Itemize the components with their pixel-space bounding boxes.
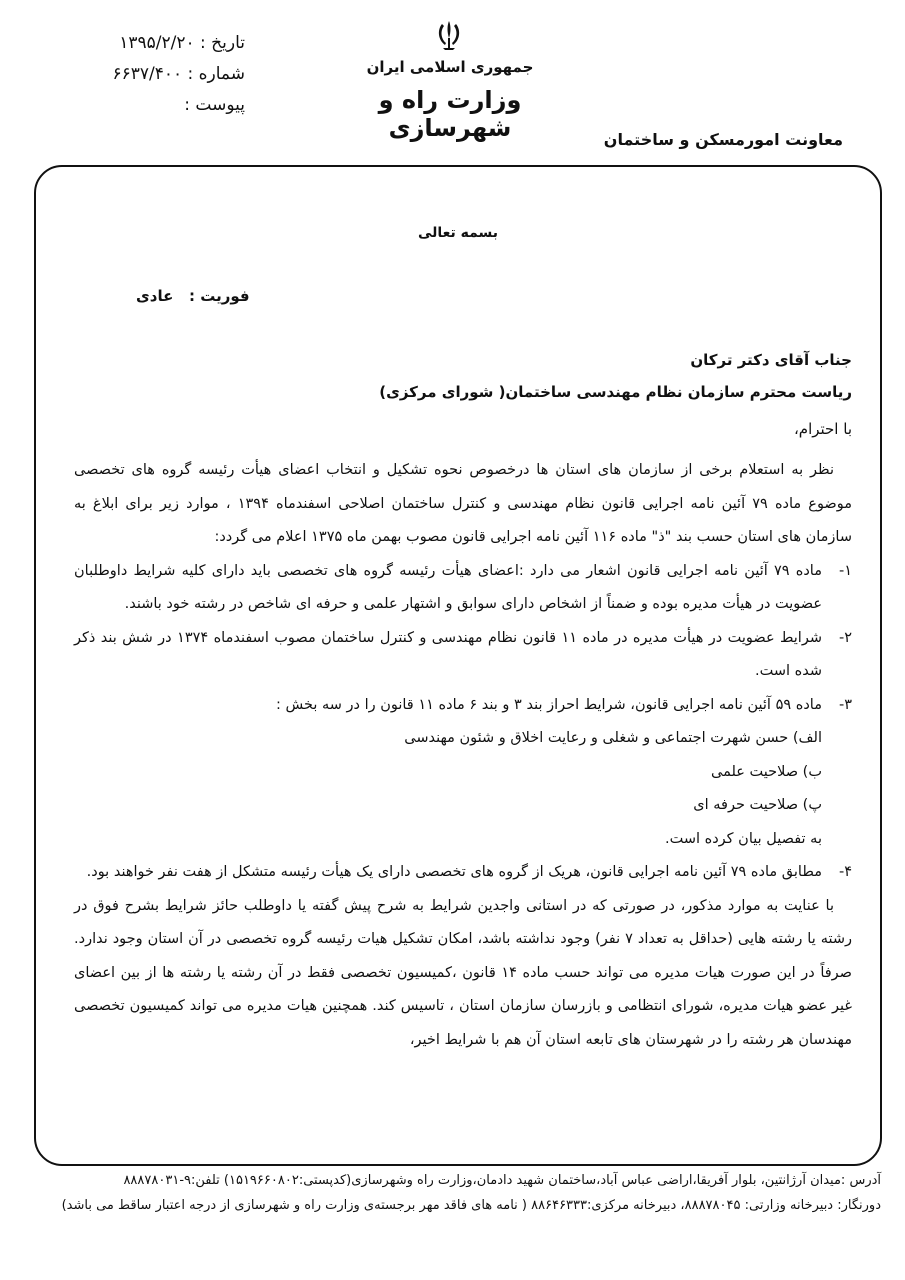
list-item-text: ماده ۷۹ آئین نامه اجرایی قانون اشعار می دارد :اعضای هیأت رئیسه گروه های تخصصی باید دارای کلیه شرایط داوطلبان عضویت در هیأت مدیره بوده و ضمناً از اشخاص دارای سوابق و اشتهار علمی و حرفه ای شاخص در رشته خود باشند. bbox=[74, 562, 822, 612]
urgency bbox=[136, 287, 250, 305]
sub-item: ب) صلاحیت علمی bbox=[711, 763, 822, 780]
list-item bbox=[74, 689, 852, 723]
letter-meta bbox=[45, 28, 245, 121]
sub-item: پ) صلاحیت حرفه ای bbox=[693, 797, 822, 813]
list-item-number: ۲- bbox=[838, 629, 852, 646]
greeting: با احترام، bbox=[793, 420, 852, 438]
number-line bbox=[45, 59, 245, 90]
footer-address: آدرس :میدان آرژانتین، بلوار آفریقا،اراضی عباس آباد،ساختمان شهید دادمان،وزارت راه وشهرسازی(کدپستی:۱۵۱۹۶۶۰۸۰۲) تلفن:۹-۸۸۸۷۸۰۳۱ bbox=[123, 1173, 881, 1188]
number-label: شماره : bbox=[187, 64, 245, 84]
list-item-number: ۳- bbox=[838, 696, 852, 713]
urgency-label: فوریت : bbox=[189, 287, 250, 305]
attachment-label: پیوست : bbox=[184, 95, 245, 115]
date-value: ۱۳۹۵/۲/۲۰ bbox=[119, 33, 195, 53]
recipient-name: جناب آقای دکتر ترکان bbox=[690, 351, 852, 369]
list-item bbox=[74, 555, 852, 622]
list-item-text: مطابق ماده ۷۹ آئین نامه اجرایی قانون، هریک از گروه های تخصصی دارای یک هیأت رئیسه متشکل از هفت نفر خواهند بود. bbox=[86, 864, 822, 880]
letter-frame bbox=[34, 165, 882, 1166]
list-item-text: ماده ۵۹ آئین نامه اجرایی قانون، شرایط احراز بند ۳ و بند ۶ ماده ۱۱ قانون را در سه بخش : bbox=[275, 696, 822, 713]
deputy-title: معاونت امورمسکن و ساختمان bbox=[603, 130, 843, 149]
recipient-block bbox=[379, 344, 852, 408]
sub-item: به تفصیل بیان کرده است. bbox=[664, 830, 822, 847]
intro-paragraph: نظر به استعلام برخی از سازمان های استان ها درخصوص نحوه تشکیل و انتخاب اعضای هیأت رئیسه گروه های تخصصی موضوع ماده ۷۹ آئین نامه اجرایی قانون نظام مهندسی و کنترل ساختمان اصلاحی اسفندماه ۱۳۹۴ ، موارد زیر برای ابلاغ به سازمان های استان حسب بند "ذ" ماده ۱۱۶ آئین نامه اجرایی قانون مصوب بهمن ماه ۱۳۷۵ اعلام می گردد: bbox=[74, 462, 853, 545]
letter-body bbox=[74, 454, 852, 1057]
sub-item: الف) حسن شهرت اجتماعی و شغلی و رعایت اخلاق و شئون مهندسی bbox=[404, 730, 822, 746]
number-value: ۶۶۳۷/۴۰۰ bbox=[112, 64, 183, 84]
date-label: تاریخ : bbox=[200, 33, 245, 53]
iran-emblem-icon bbox=[432, 18, 466, 52]
list-item-number: ۱- bbox=[838, 562, 852, 579]
recipient-title: ریاست محترم سازمان نظام مهندسی ساختمان( شورای مرکزی) bbox=[379, 383, 852, 401]
list-item bbox=[74, 856, 852, 890]
bismillah: بسمه تعالی bbox=[417, 225, 499, 241]
urgency-value: عادی bbox=[136, 287, 174, 305]
list-item-text: شرایط عضویت در هیأت مدیره در ماده ۱۱ قانون نظام مهندسی و کنترل ساختمان مصوب اسفندماه ۱۳۷۴ در شش بند ذکر شده است. bbox=[74, 629, 822, 679]
republic-title: جمهوری اسلامی ایران bbox=[366, 58, 534, 76]
attachment-line bbox=[45, 90, 245, 121]
list-item bbox=[74, 622, 852, 689]
date-line bbox=[45, 28, 245, 59]
ministry-title: وزارت راه و شهرسازی bbox=[378, 86, 522, 142]
footer-fax: دورنگار: دبیرخانه وزارتی: ۸۸۸۷۸۰۴۵، دبیرخانه مرکزی:۸۸۶۴۶۳۳۳ ( نامه های فاقد مهر برجسته‌ی وزارت راه و شهرسازی از درجه اعتبار ساقط می باشد) bbox=[61, 1198, 881, 1213]
closing-paragraph: با عنایت به موارد مذکور، در صورتی که در استانی واجدین شرایط به شرح پیش گفته یا داوطلب حائز شرایط بشرح فوق در رشته یا رشته هایی (حداقل به تعداد ۷ نفر) وجود نداشته باشد، امکان تشکیل هیات رئیسه گروه تخصصی در آن استان وجود ندارد. صرفاً در این صورت هیات مدیره می تواند حسب ماده ۱۴ قانون ،کمیسیون تخصصی فقط در آن رشته یا رشته ها از بین اعضای غیر عضو هیات مدیره، شورای انتظامی و بازرسان سازمان استان ، تاسیس کند. همچنین هیات مدیره می تواند کمیسیون تخصصی مهندسان هر رشته را در شهرستان های تابعه استان آن هم با شرایط اخیر، bbox=[74, 897, 852, 1048]
list-item-number: ۴- bbox=[838, 864, 852, 880]
footer bbox=[30, 1168, 881, 1218]
